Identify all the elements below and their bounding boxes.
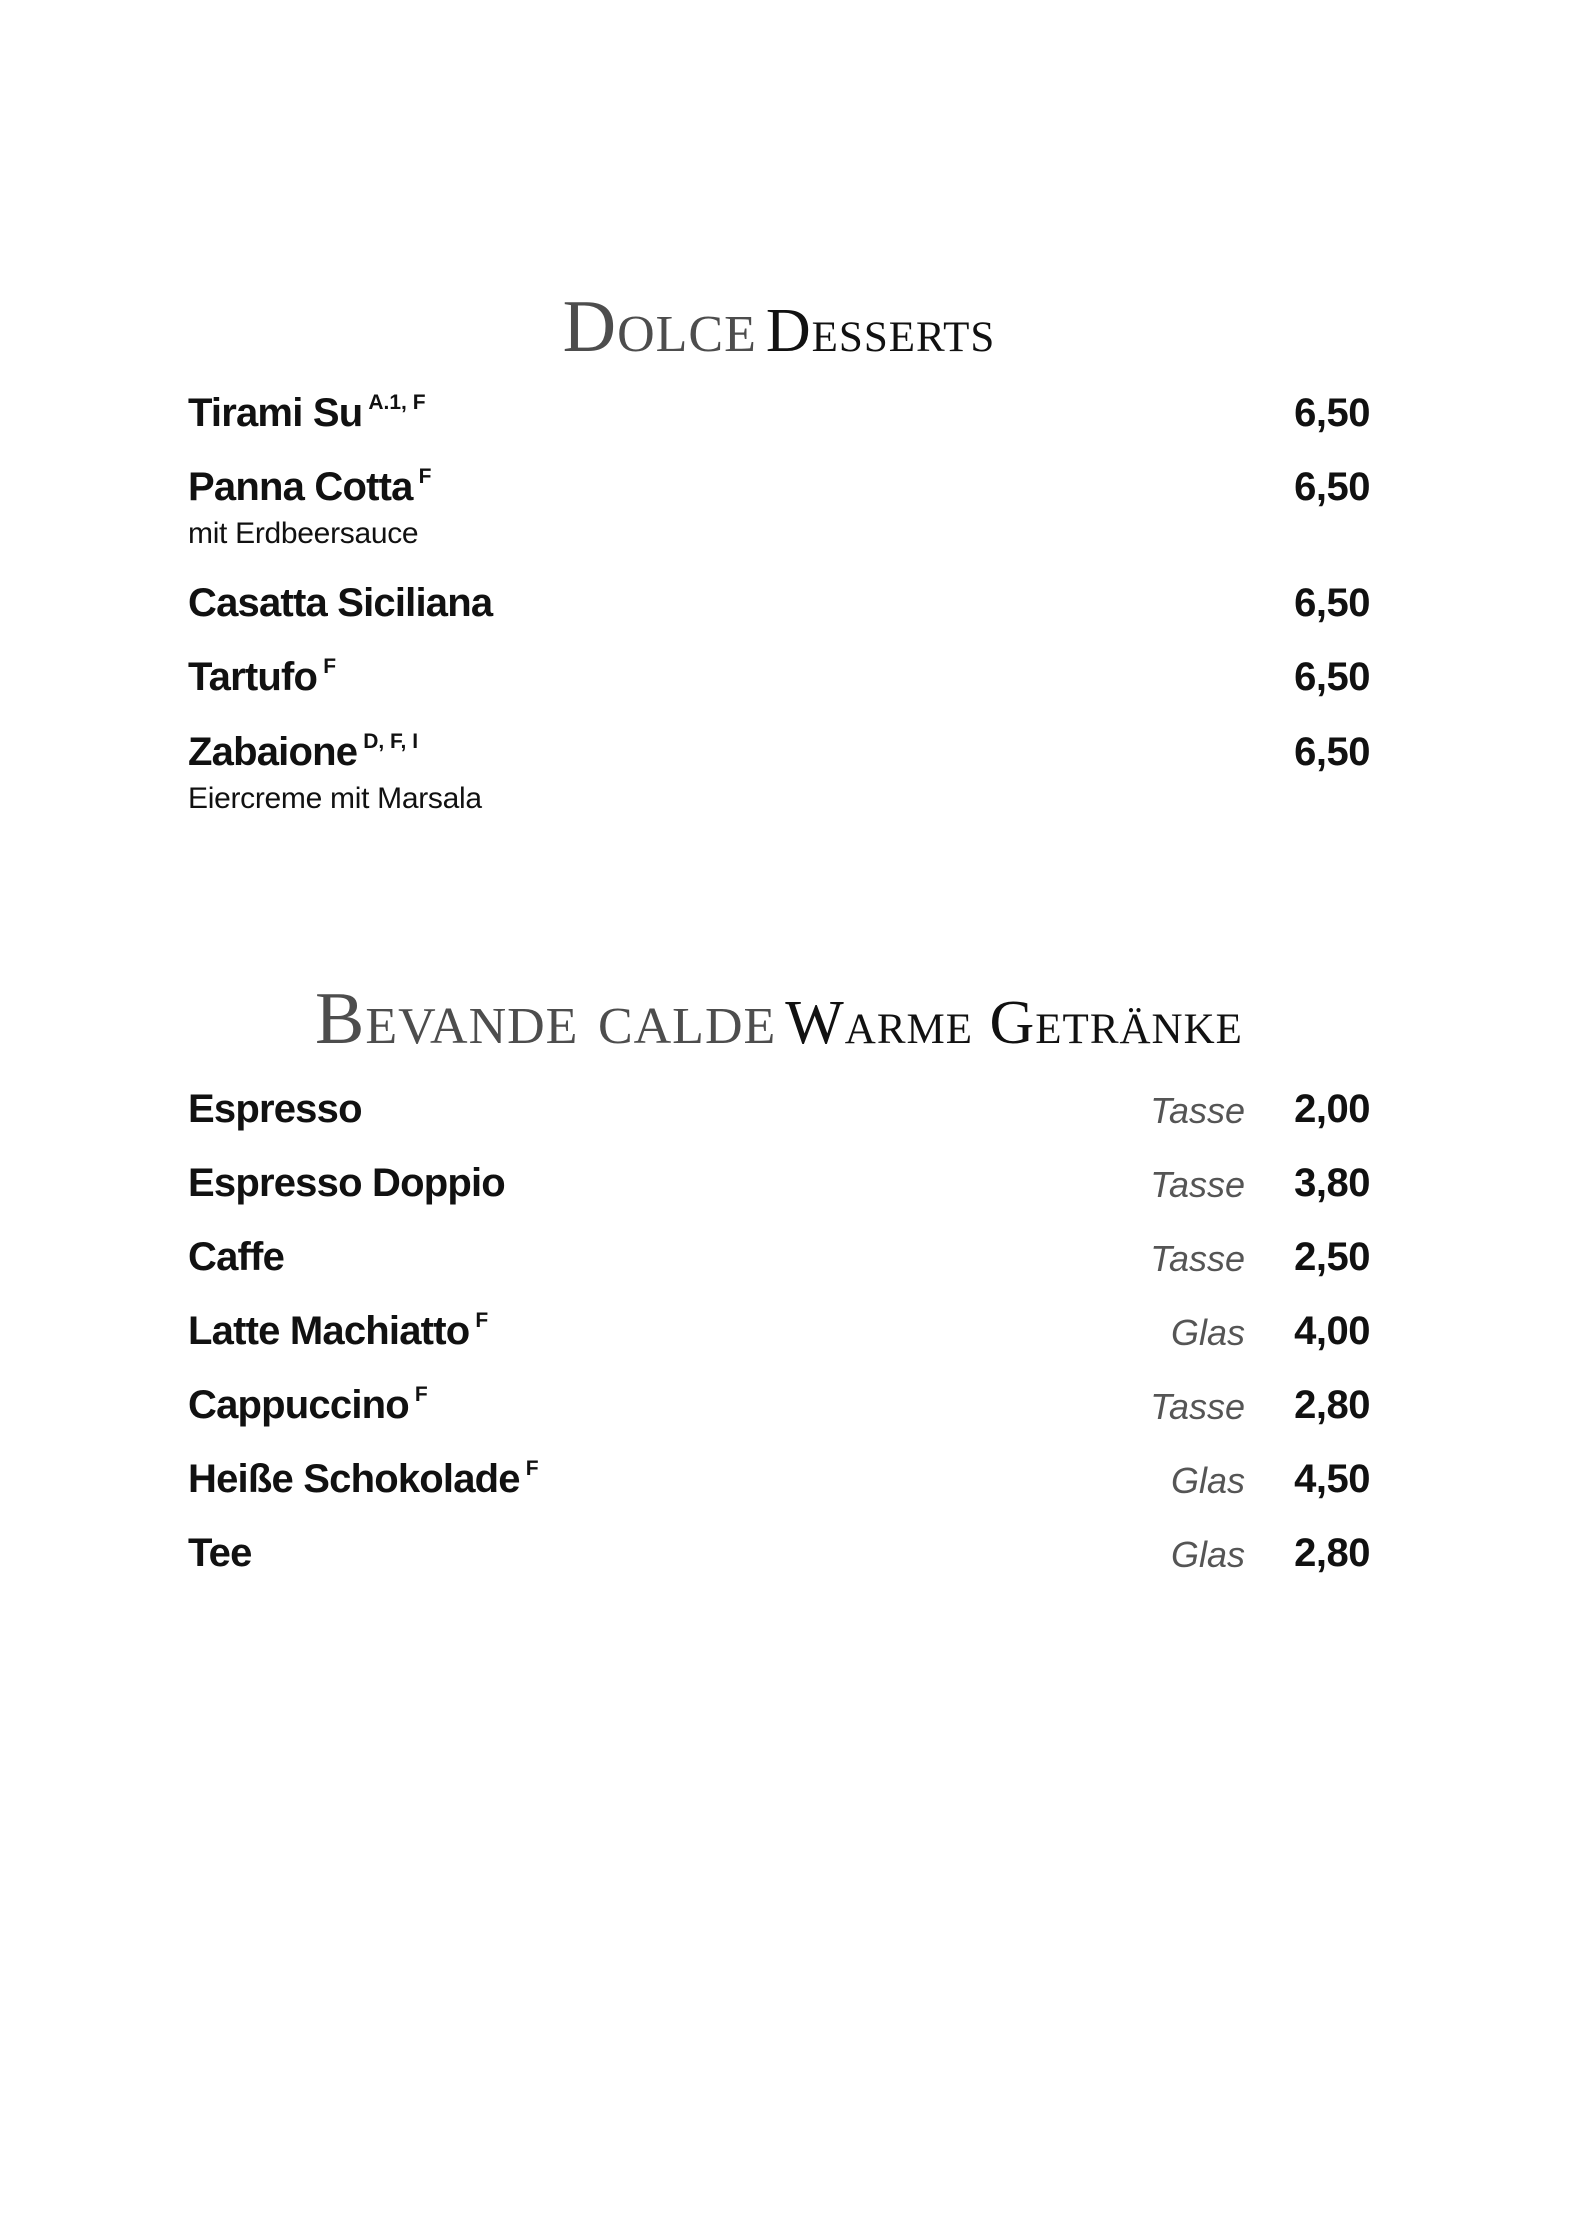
dessert-name: Tirami Su $^{A.1, F}$ [188, 391, 426, 435]
allergen-codes: F [323, 655, 337, 678]
drink-unit: Tasse [1150, 1164, 1245, 1205]
dessert-price: 6,50 [1294, 391, 1370, 435]
dessert-name: Zabaione $^{D, F, I}$ [188, 730, 419, 774]
drinks-title-german: Warme Getränke [785, 989, 1243, 1057]
drink-price: 2,80 [1294, 1383, 1370, 1427]
drink-unit: Tasse [1150, 1238, 1245, 1279]
desserts-heading [188, 286, 1370, 368]
drink-price: 2,00 [1294, 1087, 1370, 1131]
dessert-description: Eiercreme mit Marsala [188, 782, 482, 815]
drink-unit: Tasse [1150, 1386, 1245, 1427]
drink-name: Heiße Schokolade $^F$ [188, 1457, 539, 1501]
allergen-codes: D, F, I [363, 730, 419, 753]
allergen-codes: F [418, 465, 432, 488]
drink-price: 4,50 [1294, 1457, 1370, 1501]
drinks-section [188, 978, 1370, 1575]
drink-price: 2,50 [1294, 1235, 1370, 1279]
drink-unit: Glas [1170, 1312, 1245, 1353]
drinks-heading [188, 978, 1370, 1060]
drink-price: 2,80 [1294, 1531, 1370, 1575]
drinks-title-italian: Bevande calde [315, 978, 777, 1060]
drink-name: Cappuccino $^F$ [188, 1383, 428, 1427]
drink-unit: Tasse [1150, 1090, 1245, 1131]
allergen-codes: F [414, 1383, 428, 1406]
allergen-codes: F [475, 1309, 489, 1332]
drink-unit: Glas [1170, 1460, 1245, 1501]
drink-unit: Glas [1170, 1534, 1245, 1575]
drink-name: Espresso [188, 1087, 362, 1131]
drink-price: 3,80 [1294, 1161, 1370, 1205]
dessert-price: 6,50 [1294, 730, 1370, 774]
dessert-price: 6,50 [1294, 465, 1370, 509]
dessert-name: Casatta Siciliana [188, 581, 493, 625]
desserts-section [188, 286, 1370, 815]
dessert-name: Tartufo $^F$ [188, 655, 337, 699]
drink-name: Caffe [188, 1235, 285, 1279]
allergen-codes: F [525, 1457, 539, 1480]
dessert-name: Panna Cotta $^F$ [188, 465, 432, 509]
dessert-price: 6,50 [1294, 581, 1370, 625]
dessert-price: 6,50 [1294, 655, 1370, 699]
drink-price: 4,00 [1294, 1309, 1370, 1353]
drink-name: Latte Machiatto $^F$ [188, 1309, 489, 1353]
drink-name: Espresso Doppio [188, 1161, 505, 1205]
desserts-title-italian: Dolce [562, 286, 757, 368]
desserts-title-german: Desserts [765, 297, 996, 365]
dessert-description: mit Erdbeersauce [188, 517, 419, 550]
allergen-codes: A.1, F [368, 391, 426, 414]
drink-name: Tee [188, 1531, 252, 1575]
